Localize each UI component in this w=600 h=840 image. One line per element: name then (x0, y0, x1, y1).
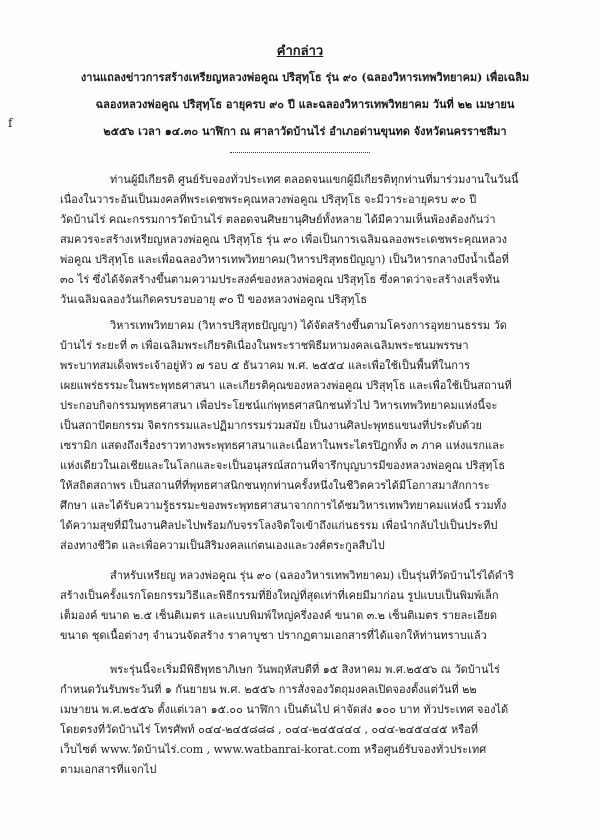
paragraph-line: โดยตรงที่วัดบ้านไร่ โทรศัพท์ ๐๔๔-๒๔๕๘๘๘ , ๐๔๔-๒๔๕๔๔๔ , ๐๔๔-๒๔๕๔๔๕ หรือที่ (60, 723, 479, 736)
paragraph-line: สำหรับเหรียญ หลวงพ่อคูณ รุ่น ๙๐ (ฉลองวิหารเทพวิทยาคม) เป็นรุ่นที่วัดบ้านไร่ได้ดำริ (110, 569, 514, 582)
paragraph-line: ท่านผู้มีเกียรติ ศูนย์รับจองทั่วประเทศ ตลอดจนแขกผู้มีเกียรติทุกท่านที่มาร่วมงานในวันนี้ (110, 173, 519, 186)
document-title: คำกล่าว (276, 44, 324, 59)
intro-line-1: งานแถลงข่าวการสร้างเหรียญหลวงพ่อคูณ ปริสุทฺโธ รุ่น ๙๐ (ฉลองวิหารเทพวิทยาคม) เพื่อเฉลิม (80, 71, 530, 84)
paragraph-line: แห่งเดียวในเอเชียและในโลกและจะเป็นอนุสรณ์สถานที่จารึกบุญบารมีของหลวงพ่อคูณ ปริสุทฺโธ (60, 459, 506, 472)
paragraph-4 (60, 662, 550, 782)
paragraph-line: ส่องทางชีวิต และเพื่อความเป็นสิริมงคลแก่ตนเองและวงศ์ตระกูลสืบไป (60, 539, 385, 552)
paragraph-line: ประกอบกิจกรรมพุทธศาสนา เพื่อประโยชน์แก่พุทธศาสนิกชนทั่วไป วิหารเทพวิทยาคมแห่งนี้จะ (60, 399, 498, 412)
paragraph-line: ๓๐ ไร่ ซึ่งได้จัดสร้างขึ้นตามความประสงค์ของหลวงพ่อคูณ ปริสุทฺโธ ซึ่งคาดว่าจะสร้างเสร็จทัน (60, 273, 500, 286)
paragraph-line: เมษายน พ.ศ.๒๕๕๖ ตั้งแต่เวลา ๑๕.๐๐ นาฬิกา เป็นต้นไป ค่าจัดส่ง ๑๐๐ บาท ทั่วประเทศ จองได้ (60, 703, 509, 716)
paragraph-3 (60, 568, 550, 648)
paragraph-line: พ่อคูณ ปริสุทฺโธ และเพื่อฉลองวิหารเทพวิทยาคม(วิหารปริสุทธปัญญา) เป็นวิหารกลางบึงน้ำเนื้อที่ (60, 253, 509, 266)
paragraph-line: กำหนดวันรับพระวันที่ ๑ กันยายน พ.ศ. ๒๕๕๖ การสั่งจองวัตถุมงคลเปิดจองตั้งแต่วันที่ ๒๒ (60, 683, 477, 696)
paragraph-line: เว็บไซต์ www.วัดบ้านไร่.com , www.watbanrai-korat.com หรือศูนย์รับจองทั่วประเทศ (60, 743, 487, 756)
paragraph-line: ได้ความสุขที่มีในงานศิลปะไปพร้อมกับจรรโลงจิตใจเข้าถึงแก่นธรรม เพื่อนำกลับไปเป็นประทีป (60, 519, 498, 532)
paragraph-2 (60, 318, 550, 558)
paragraph-line: เผยแพร่ธรรมะในพระพุทธศาสนา และเกียรติคุณของหลวงพ่อคูณ ปริสุทฺโธ และเพื่อใช้เป็นสถานที่ (60, 379, 512, 392)
paragraph-line: เต็มองค์ ขนาด ๒.๕ เซ็นติเมตร และแบบพิมพ์ใหญ่ครึ่งองค์ ขนาด ๓.๒ เซ็นติเมตร รายละเอียด (60, 609, 498, 622)
paragraph-line: เป็นสถาปัตยกรรม จิตรกรรมและปฏิมากรรมร่วมสมัย เป็นงานศิลปะพุทธแขนงที่ประดับด้วย (60, 419, 482, 432)
paragraph-line: ให้สถิตสถาพร เป็นสถานที่ที่พุทธศาสนิกชนทุกท่านครั้งหนึ่งในชีวิตควรได้มีโอกาสมาสักการะ (60, 479, 490, 492)
paragraph-line: สร้างเป็นครั้งแรกโดยกรรมวิธีและพิธีกรรมที่ยิ่งใหญ่ที่สุดเท่าที่เคยมีมาก่อน รูปแบบเป็นพิมพ์เล็ก (60, 589, 499, 602)
intro-line-3: ๒๕๕๖ เวลา ๑๔.๓๐ นาฬิกา ณ ศาลาวัดบ้านไร่ อำเภอด่านขุนทด จังหวัดนครราชสีมา (103, 125, 507, 138)
paragraph-line: ตามเอกสารที่แจกไป (60, 763, 157, 776)
paragraph-line: วิหารเทพวิทยาคม (วิหารปริสุทธปัญญา) ได้จัดสร้างขึ้นตามโครงการอุทยานธรรม วัด (110, 319, 507, 332)
intro-line-2: ฉลองหลวงพ่อคูณ ปริสุทฺโธ อายุครบ ๙๐ ปี และฉลองวิหารเทพวิทยาคม วันที่ ๒๒ เมษายน (95, 98, 515, 111)
margin-mark: f (8, 116, 13, 130)
paragraph-line: วัดบ้านไร่ คณะกรรมการวัดบ้านไร่ ตลอดจนศิษยานุศิษย์ทั้งหลาย ได้มีความเห็นพ้องต้องกันว่า (60, 213, 496, 226)
paragraph-line: บ้านไร่ ระยะที่ ๓ เพื่อเฉลิมพระเกียรติเนื่องในพระราชพิธีมหามงคลเฉลิมพระชนมพรรษา (60, 339, 469, 352)
paragraph-line: เนื่องในวาระอันเป็นมงคลที่พระเดชพระคุณหลวงพ่อคูณ ปริสุทฺโธ จะมีวาระอายุครบ ๙๐ ปี (60, 193, 477, 206)
paragraph-line: พระบาทสมเด็จพระเจ้าอยู่หัว ๗ รอบ ๕ ธันวาคม พ.ศ. ๒๕๕๔ และเพื่อใช้เป็นพื้นที่ในการ (60, 359, 471, 372)
paragraph-line: ขนาด ชุดเนื้อต่างๆ จำนวนจัดสร้าง ราคาบูชา ปรากฏตามเอกสารที่ได้แจกให้ท่านทราบแล้ว (60, 629, 487, 642)
paragraph-line: สมควรจะสร้างเหรียญหลวงพ่อคูณ ปริสุทฺโธ รุ่น ๙๐ เพื่อเป็นการเฉลิมฉลองพระเดชพระคุณหลวง (60, 233, 507, 246)
paragraph-line: พระรุ่นนี้จะเริ่มมีพิธีพุทธาภิเษก วันพฤหัสบดีที่ ๑๕ สิงหาคม พ.ศ.๒๕๕๖ ณ วัดบ้านไร่ (110, 663, 500, 676)
paragraph-1 (60, 172, 550, 312)
paragraph-line: ศึกษา และได้รับความรู้ธรรมะของพระพุทธศาสนาจากการได้ชมวิหารเทพวิทยาคมแห่งนี้ รวมทั้ง (60, 499, 507, 512)
paragraph-line: วันเฉลิมฉลองวันเกิดครบรอบอายุ ๙๐ ปี ของหลวงพ่อคูณ ปริสุทฺโธ (60, 293, 368, 306)
paragraph-line: เซรามิก แสดงถึงเรื่องราวทางพระพุทธศาสนาและเนื้อหาในพระไตรปิฎกทั้ง ๓ ภาค แห่งแรกและ (60, 439, 505, 452)
section-divider (230, 152, 370, 153)
